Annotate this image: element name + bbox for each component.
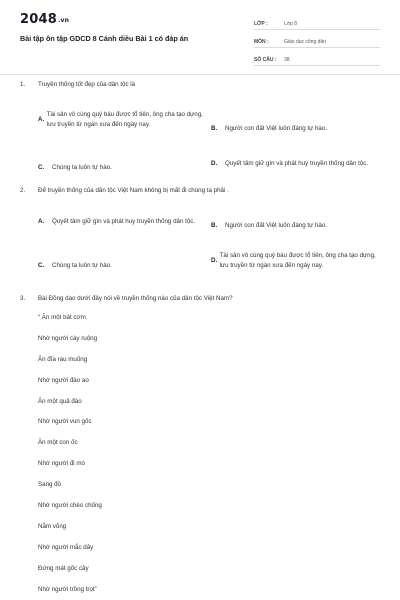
- question-text: Bài Đồng dao dưới đây nói về truyền thống nào của dân tộc Việt Nam?: [38, 295, 233, 302]
- option-c[interactable]: [38, 163, 210, 173]
- question-number: 2.: [20, 187, 26, 194]
- option-letter: D.: [211, 257, 218, 264]
- question-text: Truyền thống tốt đẹp của dân tộc là: [38, 81, 136, 88]
- poem-line: Sang đò: [38, 481, 62, 489]
- question-number: 1.: [20, 81, 26, 88]
- poem-line: Nhớ người đi mò: [38, 460, 85, 468]
- question-2: [20, 186, 380, 287]
- meta-row-count: [254, 52, 380, 66]
- poem-line: Nhớ người vun gốc: [38, 418, 92, 426]
- header-divider: [0, 74, 400, 75]
- logo-main: 2048: [20, 12, 57, 27]
- option-a[interactable]: [38, 217, 210, 227]
- page-title: Bài tập ôn tập GDCD 8 Cánh diều Bài 1 có đáp án: [20, 34, 189, 43]
- option-b[interactable]: [211, 124, 381, 134]
- option-d[interactable]: [211, 251, 381, 270]
- option-text: Quyết tâm giữ gìn và phát huy truyền thống dân tộc.: [52, 218, 196, 225]
- option-letter: B.: [211, 125, 218, 133]
- poem-line: “ Ăn một bát cơm: [38, 314, 86, 321]
- option-a[interactable]: [38, 110, 210, 129]
- poem-line: Nằm võng: [38, 522, 67, 530]
- option-d[interactable]: [211, 159, 381, 169]
- poem-line: Đứng mát gốc cây: [38, 564, 89, 572]
- poem-lines: [38, 313, 380, 600]
- option-letter: A.: [38, 218, 45, 226]
- option-text: Quyết tâm giữ gìn và phát huy truyền thống dân tộc.: [225, 160, 369, 167]
- poem-line: Ăn đĩa rau muống: [38, 355, 88, 363]
- poem-line: Nhớ người mắc dây: [38, 543, 94, 551]
- question-3: [20, 294, 380, 600]
- options: [38, 195, 380, 287]
- meta-row-subject: [254, 34, 380, 48]
- option-letter: C.: [38, 164, 45, 172]
- option-b[interactable]: [211, 221, 381, 231]
- meta-value: Lớp 8: [284, 21, 298, 27]
- meta-row-class: [254, 16, 380, 30]
- option-c[interactable]: [38, 261, 210, 271]
- option-letter: B.: [211, 222, 218, 230]
- meta-label: SỐ CÂU :: [254, 57, 277, 63]
- options: [38, 89, 380, 175]
- option-text: Tài sản vô cùng quý báu được tổ tiên, ông cha tạo dựng, lưu truyền từ ngàn xưa đến ngày nay.: [219, 252, 376, 269]
- meta-info: [254, 16, 380, 70]
- poem-line: Nhớ người chèo chống: [38, 502, 102, 510]
- option-text: Chúng ta luôn tự hào.: [52, 164, 112, 171]
- option-text: Người con đất Việt luôn đáng tự hào.: [225, 125, 328, 132]
- poem-line: Nhớ người trồng trọt”: [38, 585, 97, 593]
- question-1: [20, 80, 380, 175]
- question-header: [20, 186, 380, 195]
- option-text: Người con đất Việt luôn đáng tự hào.: [225, 222, 328, 229]
- poem-line: Ăn một con ốc: [38, 439, 78, 447]
- meta-value: Giáo dục công dân: [284, 39, 326, 45]
- meta-label: LỚP :: [254, 21, 268, 27]
- poem-line: Nhớ người đào ao: [38, 376, 89, 384]
- option-letter: D.: [211, 160, 218, 168]
- option-letter: A.: [38, 116, 45, 123]
- question-text: Để truyền thống của dân tộc Việt Nam không bị mất đi chúng ta phải .: [38, 187, 229, 194]
- option-text: Chúng ta luôn tự hào.: [52, 262, 112, 269]
- option-text: Tài sản vô cùng quý báu được tổ tiên, ông cha tạo dựng, lưu truyền từ ngàn xưa đến ngày nay.: [46, 111, 203, 128]
- poem-line: Ăn một quả đào: [38, 397, 82, 405]
- question-header: [20, 80, 380, 89]
- poem-line: Nhớ người cày ruộng: [38, 334, 98, 342]
- option-letter: C.: [38, 262, 45, 270]
- meta-label: MÔN :: [254, 39, 269, 45]
- question-number: 3.: [20, 295, 26, 302]
- meta-value: 38: [284, 57, 290, 63]
- logo-tld: .vn: [57, 17, 70, 24]
- question-header: [20, 294, 380, 303]
- page-header: [0, 0, 400, 72]
